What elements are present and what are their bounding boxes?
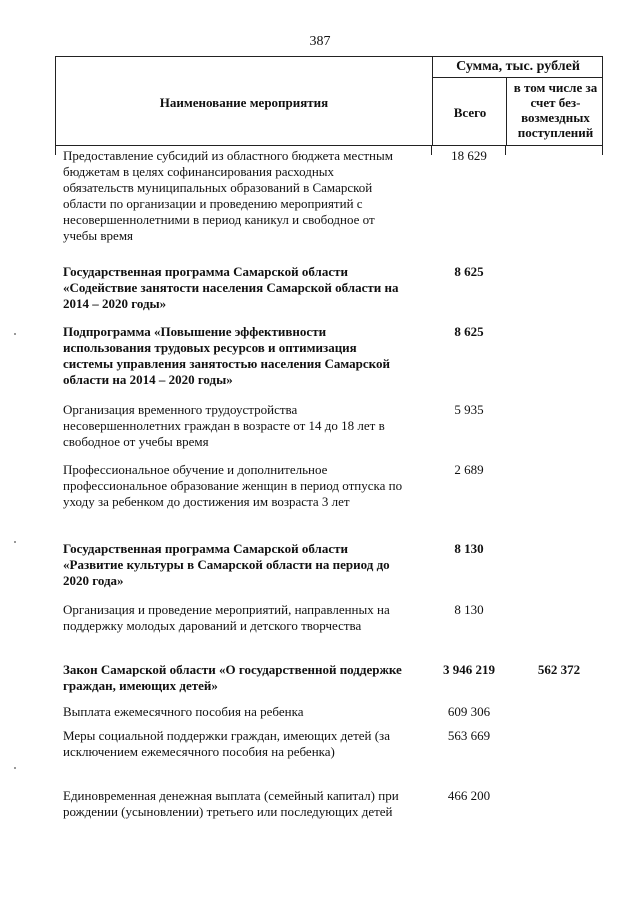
row-name: Государственная программа Самарской области «Содействие занятости населения Самарской области на 2014 – 2020 годы» [63,264,399,311]
table-edge-right [602,146,603,155]
row-name: Меры социальной поддержки граждан, имеющих детей (за исключением ежемесячного пособия на ребенка) [63,728,390,759]
row-name: Единовременная денежная выплата (семейный капитал) при рождении (усыновлении) третьего или последующих детей [63,788,399,819]
scan-speck [14,333,16,335]
row-total: 8 625 [454,324,484,339]
row-total: 2 689 [454,462,484,477]
page-number: 387 [309,34,331,49]
header-col-gratis: в том числе за счет без-возмездных поступлений [513,80,598,140]
scan-speck [14,767,16,769]
row-name: Профессиональное обучение и дополнительное профессиональное образование женщин в период отпуска по уходу за ребенком до достижения им возраста 3 лет [63,462,403,509]
header-col-total: Всего [453,105,487,120]
table-edge-left [55,146,56,155]
row-total: 609 306 [447,704,491,719]
row-total: 563 669 [447,728,491,743]
row-total: 5 935 [454,402,484,417]
row-total: 8 130 [454,602,484,617]
header-divider-name [432,57,433,145]
row-name: Закон Самарской области «О государственной поддержке граждан, имеющих детей» [63,662,402,693]
row-total: 8 130 [454,541,484,556]
scan-speck [14,541,16,543]
row-total: 8 625 [454,264,484,279]
header-divider-row [432,77,603,78]
header-col-name: Наименование мероприятия [159,95,329,110]
row-gratis: 562 372 [537,662,581,677]
header-divider-sum [506,77,507,145]
row-name: Государственная программа Самарской области «Развитие культуры в Самарской области на период до 2020 года» [63,541,390,588]
row-name: Организация временного трудоустройства несовершеннолетних граждан в возрасте от 14 до 18 лет в свободное от учебы время [63,402,385,449]
row-name: Организация и проведение мероприятий, направленных на поддержку молодых дарований и детского творчества [63,602,390,633]
row-name: Предоставление субсидий из областного бюджета местным бюджетам в целях софинансирования расходных обязательств муниципальных образований в Самарской области по организации и проведению мероприятий с несовершеннолетними в период каникул и свободное от учебы время [63,148,393,243]
row-total: 466 200 [447,788,491,803]
row-name: Выплата ежемесячного пособия на ребенка [63,704,304,719]
row-total: 18 629 [451,148,487,163]
row-total: 3 946 219 [443,662,495,677]
header-col-sum: Сумма, тыс. рублей [456,59,580,74]
table-header [55,56,603,146]
row-name: Подпрограмма «Повышение эффективности использования трудовых ресурсов и оптимизация системы управления занятостью населения Самарской области на 2014 – 2020 годы» [63,324,390,387]
